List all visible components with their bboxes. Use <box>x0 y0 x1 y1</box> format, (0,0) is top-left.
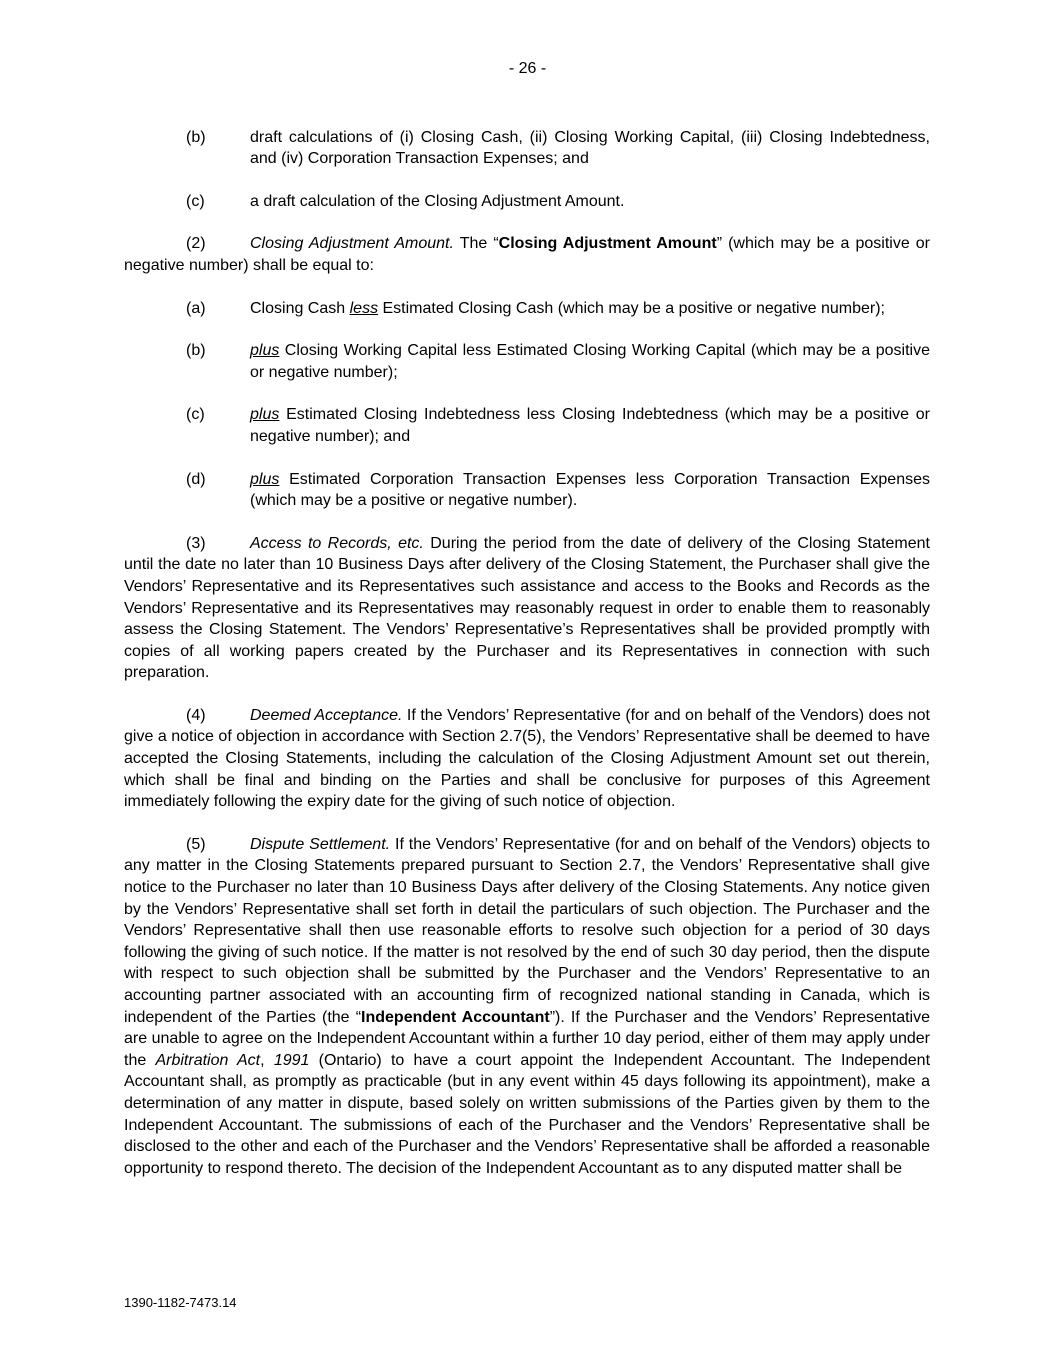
text-run: 1991 <box>273 1051 310 1069</box>
document-content <box>124 127 930 1180</box>
list-item <box>186 340 930 383</box>
text-run: Independent Accountant <box>361 1008 550 1026</box>
text-run: Closing Adjustment Amount <box>498 235 717 253</box>
text-run: (Ontario) to have a court appoint the Independent Accountant. The Independent Accountant shall, as promptly as practicable (but in any event within 45 days following its appointment), make a determination of any matter in dispute, based solely on written submissions of the Parties given by them to the Independent Accountant. The submissions of each of the Purchaser and the Vendors’ Representative shall be disclosed to the other and each of the Purchaser and the Vendors’ Representative shall be afforded a reasonable opportunity to respond thereto. The decision of the Independent Accountant as to any disputed matter shall be <box>124 1051 931 1177</box>
text-run: Estimated Closing Indebtedness less Closing Indebtedness (which may be a positive or negative number); and <box>250 406 930 445</box>
text-run: Closing Working Capital less Estimated Closing Working Capital (which may be a positive or negative number); <box>250 342 930 381</box>
text-run: draft calculations of (i) Closing Cash, (ii) Closing Working Capital, (iii) Closing Indebtedness, and (iv) Corporation Transaction Expenses; and <box>250 128 930 168</box>
item-label: (d) <box>186 470 206 488</box>
text-run: If the Vendors’ Representative (for and on behalf of the Vendors) objects to any matter in the Closing Statements prepared pursuant to Section 2.7, the Vendors’ Representative shall give notice to the Purchaser no later than 10 Business Days after delivery of the Closing Statements. Any notice given by the Vendors’ Representative shall set forth in detail the particulars of such objection. The Purchaser and the Vendors’ Representative shall then use reasonable efforts to resolve such objection for a period of 30 days following the giving of such notice. If the matter is not resolved by the end of such 30 day period, then the dispute with respect to such objection shall be submitted by the Purchaser and the Vendors’ Representative to an accounting partner associated with an accounting firm of recognized national standing in Canada, which is independent of the Parties (the “ <box>124 835 931 1026</box>
text-run: Estimated Closing Cash (which may be a positive or negative number); <box>378 299 885 317</box>
list-item <box>186 298 930 320</box>
text-run: plus <box>250 470 280 488</box>
text-run: , <box>260 1051 274 1069</box>
page-number: - 26 - <box>508 60 547 77</box>
text-run: Access to Records, etc. <box>250 534 424 552</box>
list-item <box>186 127 930 170</box>
list-item <box>186 191 930 213</box>
text-run: plus <box>250 406 280 424</box>
text-run: The “ <box>453 235 499 253</box>
paragraph <box>124 533 930 684</box>
paragraph <box>124 834 930 1180</box>
item-label: (4) <box>186 706 206 724</box>
text-run: a draft calculation of the Closing Adjustment Amount. <box>250 192 625 210</box>
item-label: (3) <box>186 534 206 552</box>
paragraph <box>124 705 930 813</box>
footer-doc-id: 1390-1182-7473.14 <box>124 1295 237 1310</box>
text-run: If the Vendors’ Representative (for and on behalf of the Vendors) does not give a notice of objection in accordance with Section 2.7(5), the Vendors’ Representative shall be deemed to have accepted the Closing Statements, including the calculation of the Closing Adjustment Amount set out therein, which shall be final and binding on the Parties and shall be conclusive for purposes of this Agreement immediately following the expiry date for the giving of such notice of objection. <box>124 706 930 811</box>
text-run: Closing Adjustment Amount. <box>250 235 454 253</box>
paragraph <box>124 233 930 276</box>
item-label: (c) <box>186 192 205 210</box>
item-label: (c) <box>186 406 205 424</box>
text-run: ”). If the Purchaser and the Vendors’ Representative are unable to agree on the Independent Accountant within a further 10 day period, either of them may apply under the <box>124 1008 930 1069</box>
list-item <box>186 404 930 447</box>
item-label: (b) <box>186 128 206 146</box>
text-run: Arbitration Act <box>155 1051 261 1069</box>
item-label: (2) <box>186 235 206 253</box>
text-run: less <box>349 299 379 317</box>
list-item <box>186 469 930 512</box>
text-run: Dispute Settlement. <box>250 835 391 853</box>
item-label: (a) <box>186 299 206 317</box>
text-run: plus <box>250 342 280 360</box>
item-label: (5) <box>186 835 206 853</box>
text-run: ” (which may be a positive or negative number) shall be equal to: <box>124 235 931 274</box>
text-run: Deemed Acceptance. <box>250 706 403 724</box>
text-run: During the period from the date of delivery of the Closing Statement until the date no later than 10 Business Days after delivery of the Closing Statement, the Purchaser shall give the Vendors’ Representative and its Representatives such assistance and access to the Books and Records as the Vendors’ Representative and its Representatives may reasonably request in order to enable them to reasonably assess the Closing Statement. The Vendors’ Representative’s Representatives shall be provided promptly with copies of all working papers created by the Purchaser and its Representatives in connection with such preparation. <box>124 534 931 682</box>
item-label: (b) <box>186 342 206 360</box>
text-run: Estimated Corporation Transaction Expenses less Corporation Transaction Expenses (which may be a positive or negative number). <box>250 470 930 510</box>
text-run: Closing Cash <box>250 299 350 317</box>
